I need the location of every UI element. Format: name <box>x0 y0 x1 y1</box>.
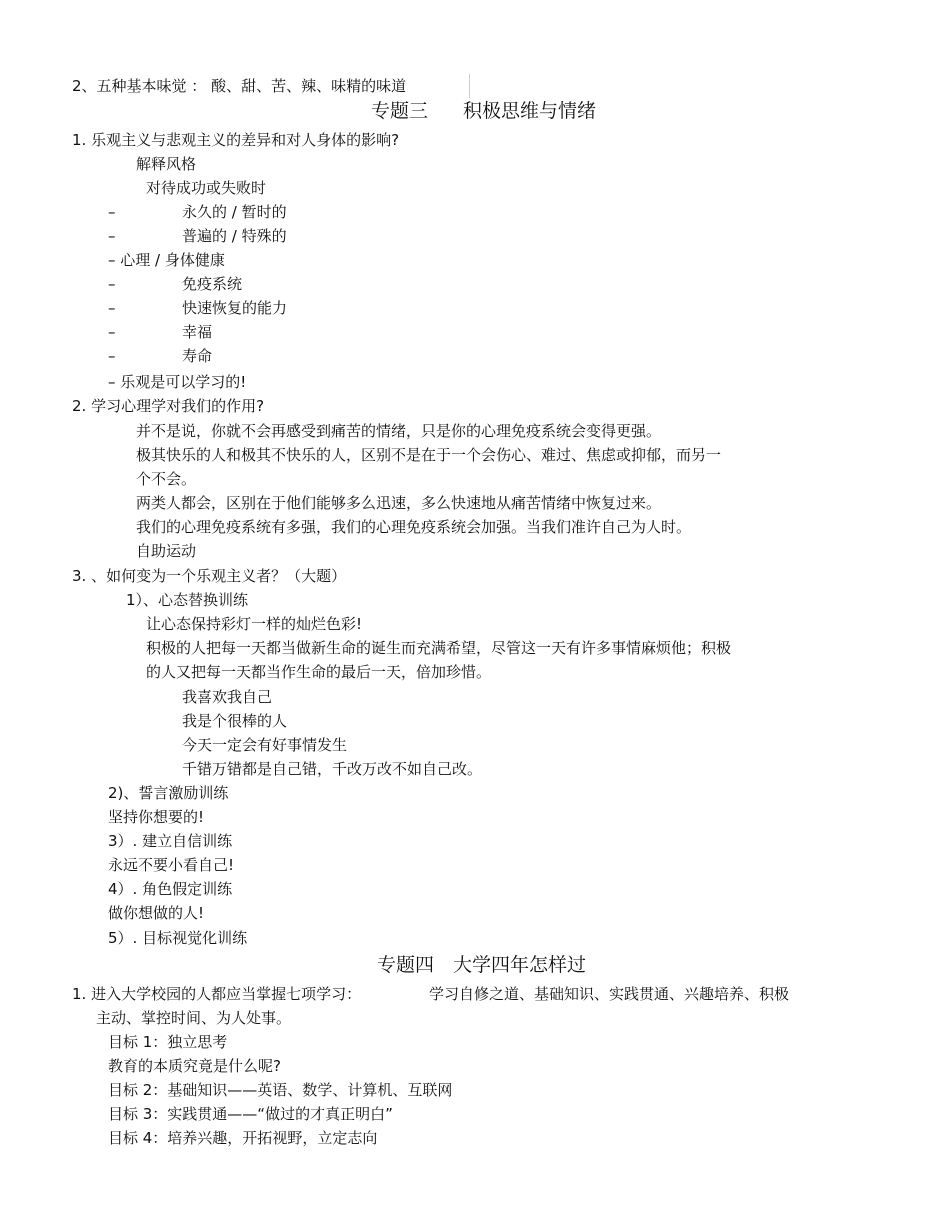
divider <box>469 74 470 98</box>
q2-line-e: 自助运动 <box>136 542 197 560</box>
q3-item3-a: 永远不要小看自己! <box>108 856 235 874</box>
q3-item1: 1）、心态替换训练 <box>126 591 249 609</box>
t4-p1-a: 1. 进入大学校园的人都应当掌握七项学习： <box>72 985 362 1003</box>
q1-learnable: – 乐观是可以学习的! <box>108 373 247 391</box>
q3-item2-a: 坚持你想要的! <box>108 808 205 826</box>
q3-item5: 5）. 目标视觉化训练 <box>108 929 248 947</box>
intro-line: 2、五种基本味觉 ： 酸、甜、苦、辣、味精的味道 <box>72 77 407 95</box>
t4-p1-b: 学习自修之道、基础知识、实践贯通、兴趣培养、积极 <box>429 985 790 1003</box>
bullet-dash: – <box>108 227 116 245</box>
q3-item3: 3）. 建立自信训练 <box>108 832 233 850</box>
q1-explain-style: 解释风格 <box>136 155 197 173</box>
goal-1-question: 教育的本质究竟是什么呢? <box>108 1057 281 1075</box>
q1-happiness: 幸福 <box>182 323 213 341</box>
goal-2: 目标 2：基础知识——英语、数学、计算机、互联网 <box>108 1081 453 1099</box>
q3-item1-f: 千错万错都是自己错，千改万改不如自己改。 <box>182 760 483 778</box>
q2-line-b1: 极其快乐的人和极其不快乐的人，区别不是在于一个会伤心、难过、焦虑或抑郁，而另一 <box>136 446 722 464</box>
q1-success-failure: 对待成功或失败时 <box>146 179 267 197</box>
bullet-dash: – <box>108 299 116 317</box>
q3-item1-a: 让心态保持彩灯一样的灿烂色彩! <box>146 615 363 633</box>
q2-heading: 2. 学习心理学对我们的作用? <box>72 397 265 415</box>
q1-heading: 1. 乐观主义与悲观主义的差异和对人身体的影响? <box>72 131 400 149</box>
bullet-dash: – <box>108 275 116 293</box>
goal-4: 目标 4：培养兴趣，开拓视野，立定志向 <box>108 1129 378 1147</box>
t4-p1-c: 主动、掌控时间、为人处事。 <box>96 1009 292 1027</box>
q1-lifespan: 寿命 <box>182 347 213 365</box>
q3-item4: 4）. 角色假定训练 <box>108 880 233 898</box>
topic3-title-prefix: 专题三 <box>371 100 429 122</box>
q3-item1-d: 我是个很棒的人 <box>182 712 288 730</box>
q1-immune: 免疫系统 <box>182 275 243 293</box>
q1-health: – 心理 / 身体健康 <box>108 251 225 269</box>
q2-line-b2: 个不会。 <box>136 470 197 488</box>
q3-item1-c: 我喜欢我自己 <box>182 688 273 706</box>
q1-permanent: 永久的 / 暂时的 <box>182 203 287 221</box>
bullet-dash: – <box>108 323 116 341</box>
topic4-title: 专题四 大学四年怎样过 <box>377 954 587 976</box>
q3-item2: 2)、誓言激励训练 <box>108 784 229 802</box>
q1-universal: 普遍的 / 特殊的 <box>182 227 287 245</box>
bullet-dash: – <box>108 347 116 365</box>
q3-item1-e: 今天一定会有好事情发生 <box>182 736 348 754</box>
q3-item1-b1: 积极的人把每一天都当做新生命的诞生而充满希望，尽管这一天有许多事情麻烦他；积极 <box>146 639 732 657</box>
q2-line-a: 并不是说，你就不会再感受到痛苦的情绪，只是你的心理免疫系统会变得更强。 <box>136 422 662 440</box>
goal-1: 目标 1：独立思考 <box>108 1033 228 1051</box>
q3-item1-b2: 的人又把每一天都当作生命的最后一天，倍加珍惜。 <box>146 663 492 681</box>
q2-line-c: 两类人都会，区别在于他们能够多么迅速，多么快速地从痛苦情绪中恢复过来。 <box>136 494 662 512</box>
q1-recovery: 快速恢复的能力 <box>182 299 288 317</box>
bullet-dash: – <box>108 203 116 221</box>
q3-item4-a: 做你想做的人! <box>108 904 205 922</box>
q2-line-d: 我们的心理免疫系统有多强，我们的心理免疫系统会加强。当我们准许自己为人时。 <box>136 518 692 536</box>
goal-3: 目标 3：实践贯通——“做过的才真正明白” <box>108 1105 393 1123</box>
topic3-title-main: 积极思维与情绪 <box>463 100 597 122</box>
q3-heading: 3. 、如何变为一个乐观主义者？（大题） <box>72 567 347 585</box>
